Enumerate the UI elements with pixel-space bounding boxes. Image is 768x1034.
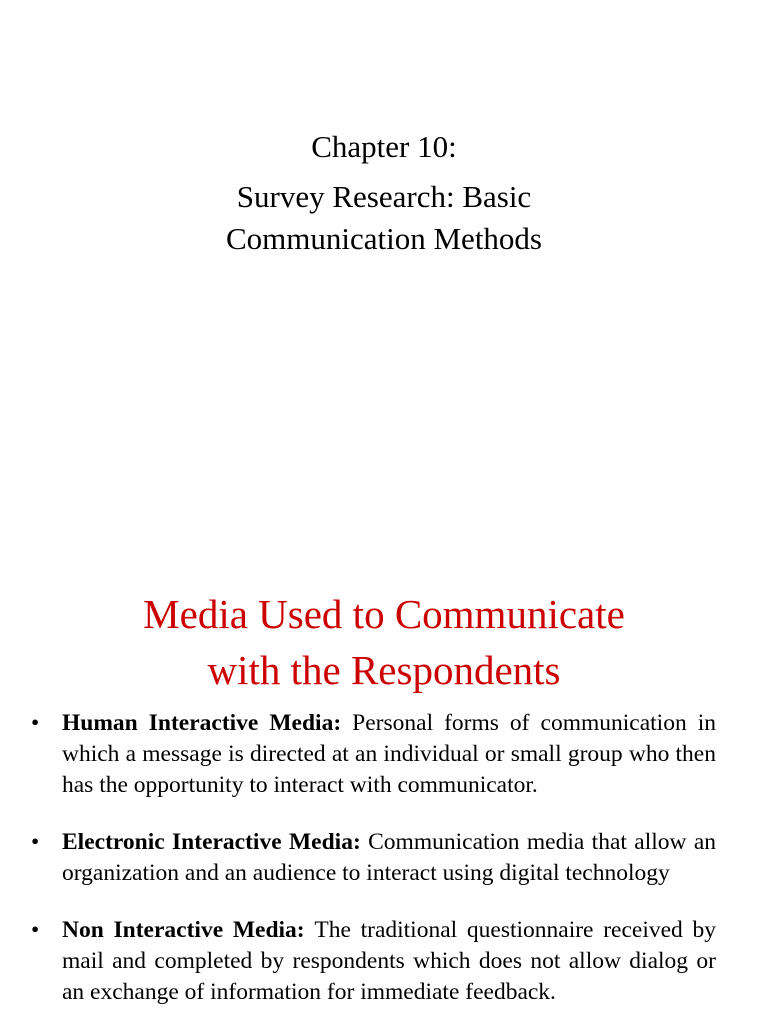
bullet-term: Electronic Interactive Media: (62, 829, 369, 855)
bullet-term: Human Interactive Media: (62, 710, 353, 736)
slide-heading (0, 586, 768, 698)
chapter-title (0, 176, 768, 260)
chapter-title-line-1: Survey Research: Basic (236, 179, 532, 214)
bullet-term: Non Interactive Media: (62, 917, 315, 943)
bullet-non-interactive-media (0, 915, 768, 1008)
bullet-human-interactive-media (0, 708, 768, 801)
bullet-text: The traditional questionnaire received by mail and completed by respondents which does not allow dialog or an exchange of information for immediate feedback. (62, 917, 716, 1005)
media-slide (0, 560, 768, 1024)
media-bullet-list (0, 708, 768, 1034)
bullet-dot-icon: • (31, 829, 40, 855)
chapter-label: Chapter 10: (311, 129, 457, 164)
bullet-dot-icon: • (31, 710, 40, 736)
bullet-electronic-interactive-media (0, 827, 768, 889)
bullet-text: Communication media that allow an organization and an audience to interact using digital technology (62, 829, 716, 886)
chapter-title-line-2: Communication Methods (225, 221, 542, 256)
bullet-dot-icon: • (31, 917, 40, 943)
slide-heading-line-2: with the Respondents (207, 647, 561, 693)
slide-heading-line-1: Media Used to Communicate (143, 591, 625, 637)
bullet-text: Personal forms of communication in which a message is directed at an individual or small group who then has the opportunity to interact with communicator. (62, 710, 716, 798)
